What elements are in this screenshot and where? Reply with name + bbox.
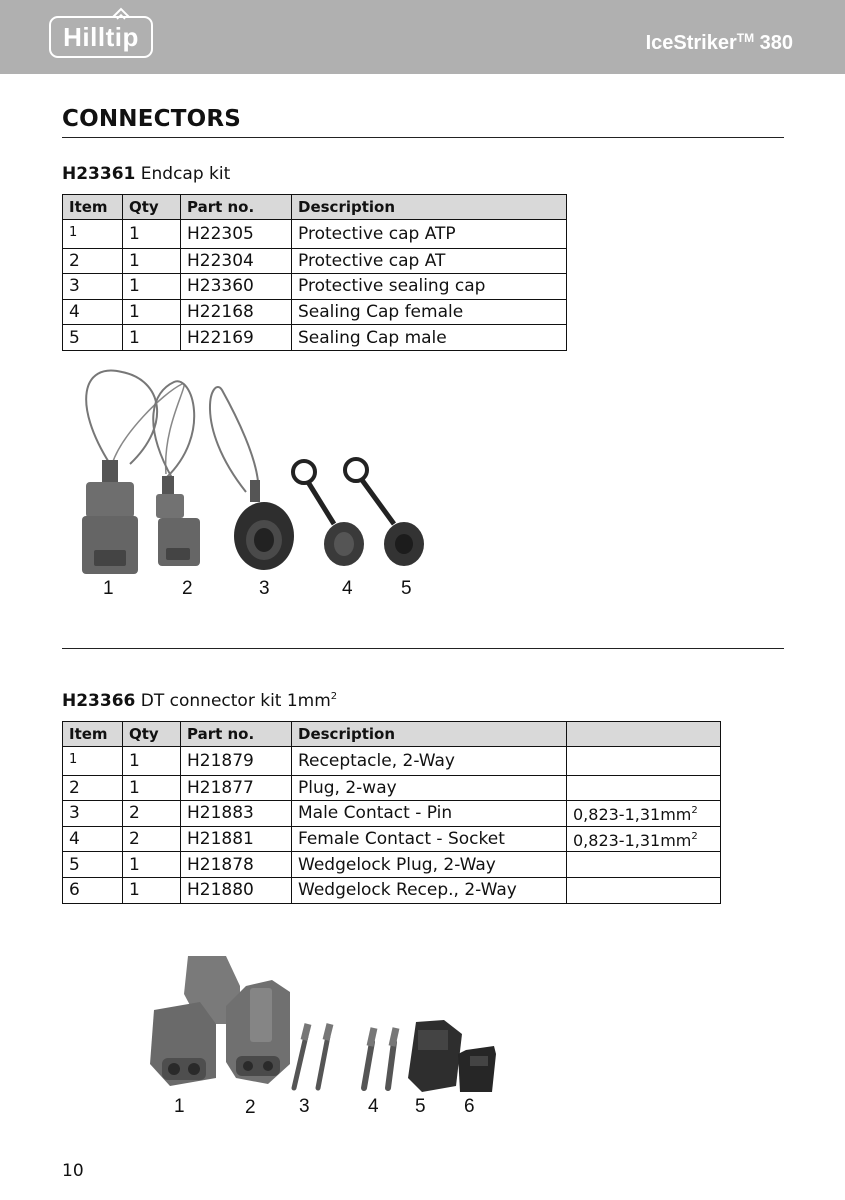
cell-qty: 1 <box>123 248 181 274</box>
callout: 3 <box>299 1096 310 1117</box>
table-row <box>63 220 567 249</box>
cell-unit: $0,823-1,31mm^2$ <box>567 801 721 827</box>
cell-item: 4 <box>63 826 123 852</box>
col-unit <box>567 722 721 747</box>
dt-connector-kit-table <box>62 721 721 904</box>
callout: 1 <box>174 1096 185 1117</box>
col-part: Part no. <box>181 722 292 747</box>
cell-description: Wedgelock Recep., 2-Way <box>292 877 567 903</box>
cell-part: H22304 <box>181 248 292 274</box>
cell-unit <box>567 852 721 878</box>
cell-description: Protective cap ATP <box>292 220 567 249</box>
endcap-parts-illustration <box>62 364 462 584</box>
col-item: Item <box>63 722 123 747</box>
cell-description: Protective sealing cap <box>292 274 567 300</box>
cell-part: H21883 <box>181 801 292 827</box>
table-row <box>63 801 721 827</box>
table-row <box>63 325 567 351</box>
section-divider <box>62 137 784 138</box>
table-row <box>63 274 567 300</box>
cell-part: H22305 <box>181 220 292 249</box>
table-row <box>63 747 721 776</box>
page-number: 10 <box>62 1161 84 1181</box>
cell-part: H23360 <box>181 274 292 300</box>
col-description: Description <box>292 195 567 220</box>
cell-unit: $0,823-1,31mm^2$ <box>567 826 721 852</box>
table-row <box>63 852 721 878</box>
cell-qty: 1 <box>123 274 181 300</box>
table-row <box>63 299 567 325</box>
dt-connector-kit-photo <box>140 946 520 1118</box>
cell-qty: 1 <box>123 220 181 249</box>
cell-item: 1 <box>63 220 123 249</box>
cell-part: H21877 <box>181 775 292 801</box>
callout: 2 <box>245 1097 256 1118</box>
col-description: Description <box>292 722 567 747</box>
cell-part: H21881 <box>181 826 292 852</box>
cell-item: 1 <box>63 747 123 776</box>
cell-part: H22169 <box>181 325 292 351</box>
table-header-row <box>63 195 567 220</box>
cell-qty: 1 <box>123 325 181 351</box>
cell-description: Sealing Cap male <box>292 325 567 351</box>
cell-item: 2 <box>63 248 123 274</box>
callout: 4 <box>342 578 353 599</box>
dt-connector-parts-illustration <box>140 946 520 1096</box>
col-qty: Qty <box>123 722 181 747</box>
cell-qty: 1 <box>123 747 181 776</box>
kit-title-dt-connector: H23366 DT connector kit $1mm^2$ <box>62 691 338 711</box>
cell-part: H21880 <box>181 877 292 903</box>
section-title: CONNECTORS <box>62 106 242 132</box>
table-row <box>63 248 567 274</box>
table-header-row <box>63 722 721 747</box>
cell-unit <box>567 775 721 801</box>
cell-description: Wedgelock Plug, 2-Way <box>292 852 567 878</box>
cell-qty: 2 <box>123 826 181 852</box>
col-item: Item <box>63 195 123 220</box>
cell-qty: 1 <box>123 775 181 801</box>
cell-item: 2 <box>63 775 123 801</box>
col-part: Part no. <box>181 195 292 220</box>
cell-description: Male Contact - Pin <box>292 801 567 827</box>
cell-part: H21879 <box>181 747 292 776</box>
cell-unit <box>567 877 721 903</box>
cell-unit <box>567 747 721 776</box>
cell-qty: 1 <box>123 877 181 903</box>
callout: 5 <box>401 578 412 599</box>
cell-item: 5 <box>63 325 123 351</box>
endcap-kit-table <box>62 194 567 351</box>
product-name: IceStriker™ 380 <box>645 31 793 54</box>
table-row <box>63 775 721 801</box>
callout: 4 <box>368 1096 379 1117</box>
cell-item: 5 <box>63 852 123 878</box>
cell-part: H22168 <box>181 299 292 325</box>
cell-description: Receptacle, 2-Way <box>292 747 567 776</box>
page-header <box>0 0 845 74</box>
col-qty: Qty <box>123 195 181 220</box>
cell-qty: 1 <box>123 299 181 325</box>
callout: 5 <box>415 1096 426 1117</box>
callout: 3 <box>259 578 270 599</box>
cell-description: Sealing Cap female <box>292 299 567 325</box>
callout: 2 <box>182 578 193 599</box>
endcap-kit-photo <box>62 364 462 599</box>
table-row <box>63 826 721 852</box>
logo-text: Hilltip <box>63 22 139 52</box>
cell-description: Plug, 2-way <box>292 775 567 801</box>
kit-divider <box>62 648 784 649</box>
cell-item: 3 <box>63 801 123 827</box>
cell-item: 3 <box>63 274 123 300</box>
callout: 6 <box>464 1096 475 1117</box>
cell-part: H21878 <box>181 852 292 878</box>
table-row <box>63 877 721 903</box>
cell-item: 4 <box>63 299 123 325</box>
dt-connector-callouts <box>140 1096 520 1120</box>
endcap-callouts <box>62 578 462 602</box>
callout: 1 <box>103 578 114 599</box>
cell-qty: 2 <box>123 801 181 827</box>
cell-description: Female Contact - Socket <box>292 826 567 852</box>
hilltip-logo <box>49 16 153 58</box>
cell-item: 6 <box>63 877 123 903</box>
cell-description: Protective cap AT <box>292 248 567 274</box>
cell-qty: 1 <box>123 852 181 878</box>
kit-title-endcap: H23361 Endcap kit <box>62 164 231 184</box>
